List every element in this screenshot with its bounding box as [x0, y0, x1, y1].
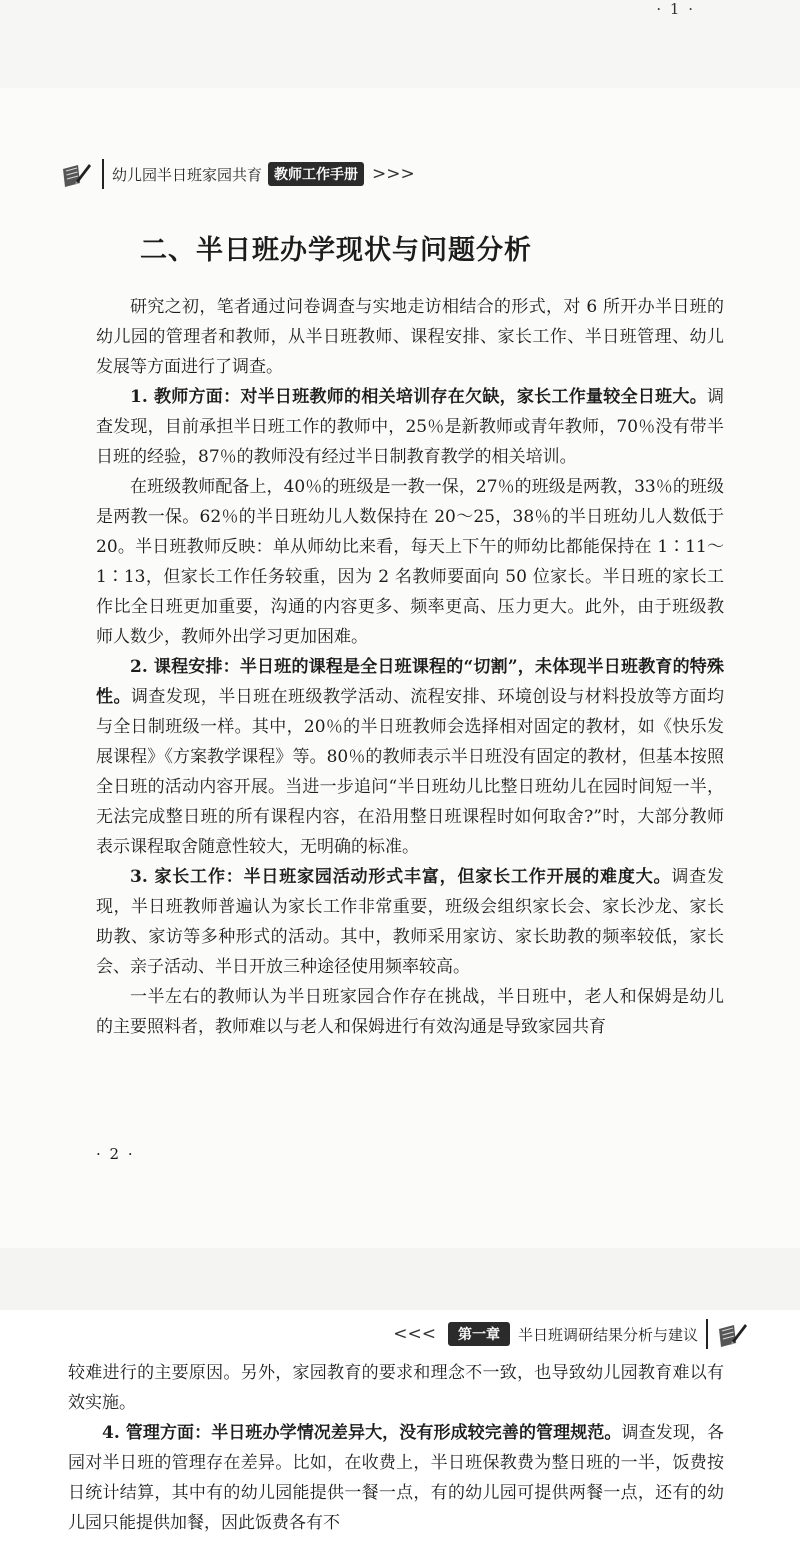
paragraph-text: 研究之初，笔者通过问卷调查与实地走访相结合的形式，对 6 所开办半日班的幼儿园的管理者和教师，从半日班教师、课程安排、家长工作、半日班管理、幼儿发展等方面进行了调查。 [96, 297, 724, 377]
paragraph-lead: 3. 家长工作：半日班家园活动形式丰富，但家长工作开展的难度大。 [130, 867, 672, 887]
header-divider [706, 1319, 708, 1349]
paragraph-text: 一半左右的教师认为半日班家园合作存在挑战，半日班中，老人和保姆是幼儿的主要照料者，教师难以与老人和保姆进行有效沟通是导致家园共育 [96, 987, 724, 1037]
paragraph-lead: 1. 教师方面：对半日班教师的相关培训存在欠缺，家长工作量较全日班大。 [130, 387, 707, 407]
header-arrows: <<< [393, 1324, 436, 1344]
book-pencil-icon [716, 1319, 748, 1349]
paragraph [96, 382, 724, 472]
running-header-right [393, 1318, 748, 1350]
chapter-badge: 第一章 [448, 1322, 510, 1346]
chapter-title: 半日班调研结果分析与建议 [517, 1325, 698, 1344]
book-badge: 教师工作手册 [268, 162, 364, 186]
page1-body [96, 292, 724, 1042]
paragraph [96, 292, 724, 382]
paragraph-text: 调查发现，半日班在班级教学活动、流程安排、环境创设与材料投放等方面均与全日制班级一样。其中，20％的半日班教师会选择相对固定的教材，如《快乐发展课程》《方案教学课程》等。80％的教师表示半日班没有固定的教材，但基本按照全日班的活动内容开展。当进一步追问“半日班幼儿比整日班幼儿在园时间短一半，无法完成整日班的所有课程内容，在沿用整日班课程时如何取舍?”时，大部分教师表示课程取舍随意性较大，无明确的标准。 [96, 687, 725, 857]
paragraph [68, 1418, 724, 1538]
header-arrows: >>> [372, 164, 415, 184]
paragraph-lead: 2. 课程安排：半日班的课程是全日班课程的“切割”，未体现半日班教育的特殊性。 [96, 657, 724, 707]
paragraph-text: 在班级教师配备上，40％的班级是一教一保，27％的班级是两教，33％的班级是两教一保。62％的半日班幼儿人数保持在 20～25，38％的半日班幼儿人数低于 20。半日班教师反映：单从师幼比来看，每天上下午的师幼比都能保持在 1∶11～1∶13，但家长工作任务较重，因为 2 名教师要面向 50 位家长。半日班的家长工作比全日班更加重要，沟通的内容更多、频率更高、压力更大。此外，由于班级教师人数少，教师外出学习更加困难。 [96, 477, 724, 647]
section-title: 二、半日班办学现状与问题分析 [140, 235, 532, 266]
book-title: 幼儿园半日班家园共育 [112, 165, 263, 184]
paragraph-text: 调查发现，半日班教师普遍认为家长工作非常重要，班级会组织家长会、家长沙龙、家长助教、家访等多种形式的活动。其中，教师采用家访、家长助教的频率较低，家长会、亲子活动、半日开放三种途径使用频率较高。 [96, 867, 725, 977]
paragraph-text: 调查发现，目前承担半日班工作的教师中，25％是新教师或青年教师，70％没有带半日班的经验，87％的教师没有经过半日制教育教学的相关培训。 [96, 387, 724, 467]
page-number: · 2 · [96, 1145, 135, 1163]
book-pencil-icon [60, 159, 92, 189]
paragraph-text: 较难进行的主要原因。另外，家园教育的要求和理念不一致，也导致幼儿园教育难以有效实施。 [68, 1363, 724, 1413]
paragraph [96, 652, 724, 862]
top-page-number: · 1 · [656, 0, 695, 18]
paragraph [68, 1358, 724, 1418]
paragraph-lead: 4. 管理方面：半日班办学情况差异大，没有形成较完善的管理规范。 [102, 1423, 622, 1443]
paragraph [96, 982, 724, 1042]
page2-body [68, 1358, 724, 1538]
running-header [60, 158, 415, 190]
page-gap [0, 1248, 800, 1310]
paragraph [96, 472, 724, 652]
paragraph-text: 调查发现，各园对半日班的管理存在差异。比如，在收费上，半日班保教费为整日班的一半，饭费按日统计结算，其中有的幼儿园能提供一餐一点，有的幼儿园可提供两餐一点，还有的幼儿园只能提供加餐，因此饭费各有不 [68, 1423, 725, 1533]
header-divider [102, 159, 104, 189]
paragraph [96, 862, 724, 982]
